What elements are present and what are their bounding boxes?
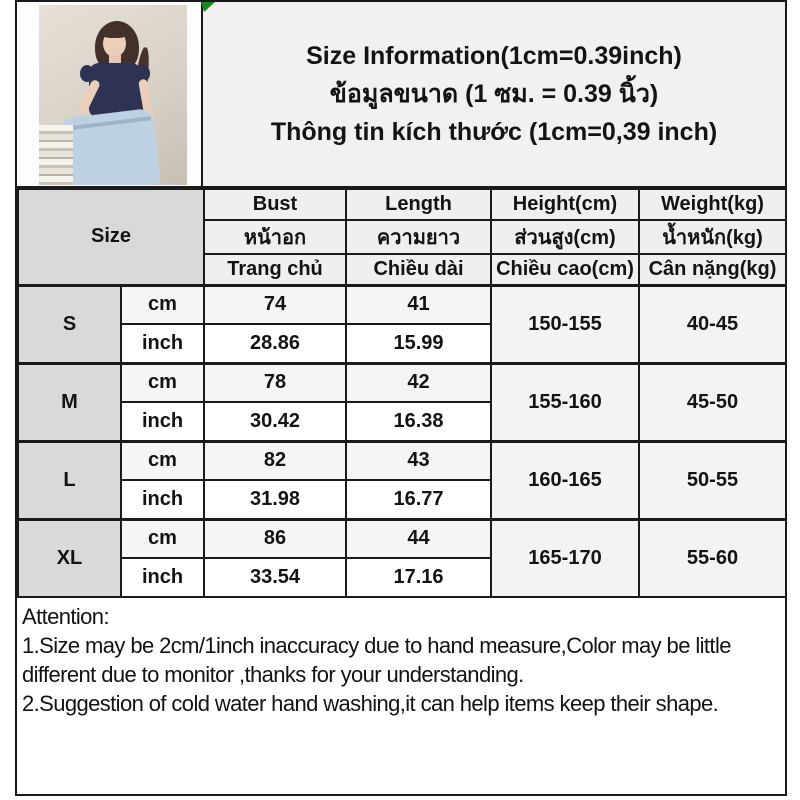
weight-range-m: 45-50 [639, 363, 786, 441]
col-weight-vi: Cân nặng(kg) [639, 254, 786, 285]
bust-inch-value-m: 30.42 [204, 402, 346, 441]
unit-cm-label: cm [121, 363, 204, 402]
weight-range-l: 50-55 [639, 441, 786, 519]
size-column-header: Size [18, 189, 204, 285]
title-line-th: ข้อมูลขนาด (1 ซม. = 0.39 นิ้ว) [329, 80, 659, 108]
unit-cm-label: cm [121, 285, 204, 324]
books-stack [39, 125, 73, 185]
bust-cm-value-l: 82 [204, 441, 346, 480]
size-info-title [203, 2, 785, 186]
title-line-vi: Thông tin kích thước (1cm=0,39 inch) [270, 118, 718, 146]
unit-inch-label: inch [121, 480, 204, 519]
col-length-en: Length [346, 189, 491, 220]
height-range-m: 155-160 [491, 363, 639, 441]
col-length-vi: Chiều dài [346, 254, 491, 285]
length-inch-value-l: 16.77 [346, 480, 491, 519]
bust-cm-value-s: 74 [204, 285, 346, 324]
col-length-th: ความยาว [346, 220, 491, 254]
length-cm-value-xl: 44 [346, 519, 491, 558]
unit-inch-label: inch [121, 324, 204, 363]
size-label-s: S [18, 285, 121, 363]
col-height-vi: Chiều cao(cm) [491, 254, 639, 285]
unit-cm-label: cm [121, 441, 204, 480]
size-chart-sheet [15, 0, 787, 796]
title-line-en: Size Information(1cm=0.39inch) [306, 42, 682, 70]
col-bust-en: Bust [204, 189, 346, 220]
bust-inch-value-l: 31.98 [204, 480, 346, 519]
height-range-l: 160-165 [491, 441, 639, 519]
height-range-xl: 165-170 [491, 519, 639, 597]
length-inch-value-xl: 17.16 [346, 558, 491, 597]
size-label-l: L [18, 441, 121, 519]
size-label-m: M [18, 363, 121, 441]
col-weight-en: Weight(kg) [639, 189, 786, 220]
bust-inch-value-s: 28.86 [204, 324, 346, 363]
size-label-xl: XL [18, 519, 121, 597]
unit-inch-label: inch [121, 558, 204, 597]
length-cm-value-m: 42 [346, 363, 491, 402]
col-height-th: ส่วนสูง(cm) [491, 220, 639, 254]
top-row [17, 2, 785, 188]
weight-range-xl: 55-60 [639, 519, 786, 597]
weight-range-s: 40-45 [639, 285, 786, 363]
col-bust-th: หน้าอก [204, 220, 346, 254]
bust-cm-value-m: 78 [204, 363, 346, 402]
model-hair-fringe [100, 25, 129, 38]
length-inch-value-m: 16.38 [346, 402, 491, 441]
attention-section [17, 598, 785, 794]
size-table [17, 188, 787, 598]
length-inch-value-s: 15.99 [346, 324, 491, 363]
col-weight-th: น้ำหนัก(kg) [639, 220, 786, 254]
length-cm-value-l: 43 [346, 441, 491, 480]
height-range-s: 150-155 [491, 285, 639, 363]
bust-inch-value-xl: 33.54 [204, 558, 346, 597]
unit-inch-label: inch [121, 402, 204, 441]
length-cm-value-s: 41 [346, 285, 491, 324]
attention-heading: Attention: [22, 604, 109, 629]
unit-cm-label: cm [121, 519, 204, 558]
col-height-en: Height(cm) [491, 189, 639, 220]
bust-cm-value-xl: 86 [204, 519, 346, 558]
model-photo-cell [17, 2, 203, 186]
model-photo [39, 5, 187, 185]
col-bust-vi: Trang chủ [204, 254, 346, 285]
attention-note-1: 1.Size may be 2cm/1inch inaccuracy due to hand measure,Color may be little different due to monitor ,thanks for your understanding. [22, 633, 731, 687]
attention-note-2: 2.Suggestion of cold water hand washing,it can help items keep their shape. [22, 691, 719, 716]
